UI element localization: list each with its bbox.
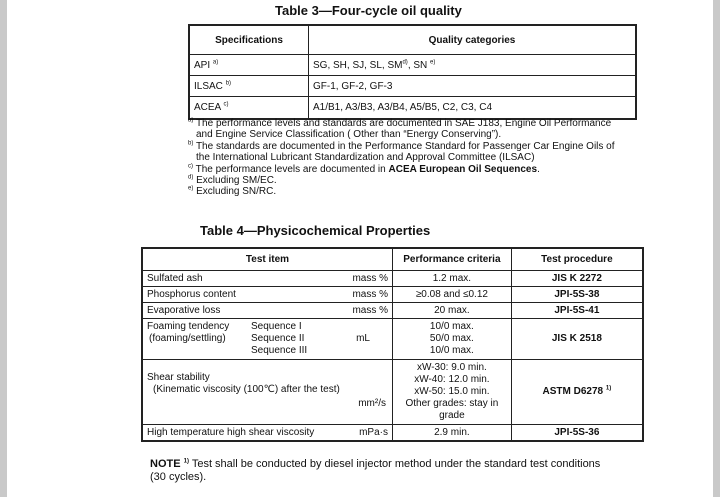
note-line-2: (30 cycles). <box>150 471 207 483</box>
table-row <box>142 287 643 303</box>
criteria-line: 50/0 max. <box>429 333 474 344</box>
footnote-b-cont: the International Lubricant Standardization and Approval Committee (ILSAC) <box>196 152 535 164</box>
criteria-line: xW-40: 12.0 min. <box>414 374 490 385</box>
quality-cell <box>309 55 637 76</box>
spec-label: ILSAC <box>194 80 223 92</box>
foaming-label-1: Foaming tendency <box>147 321 230 332</box>
note-line-1 <box>150 458 650 471</box>
footnote-text: . <box>537 163 540 175</box>
spec-cell <box>189 76 309 97</box>
table4 <box>141 247 644 442</box>
test-item-label: Evaporative loss <box>147 304 221 316</box>
table4-header-test-item: Test item <box>142 248 393 271</box>
quality-text: SG, SH, SJ, SL, SM <box>313 59 403 71</box>
table-row <box>142 360 643 425</box>
footnote-text: The performance levels and standards are documented in SAE J183, Engine Oil Performance <box>195 118 612 129</box>
footnote-c <box>188 164 648 175</box>
footnote-mark: e) <box>188 186 194 193</box>
criteria-cell <box>393 319 512 360</box>
footnote-mark: c) <box>188 163 193 170</box>
procedure-cell: JPI-5S-36 <box>511 425 643 442</box>
table-row <box>189 55 636 76</box>
sequence-1: Sequence I <box>251 321 302 332</box>
quality-cell: GF-1, GF-2, GF-3 <box>309 76 637 97</box>
table3 <box>188 24 637 120</box>
test-item-cell <box>142 360 393 425</box>
sequence-3: Sequence III <box>251 345 308 356</box>
spec-cell <box>189 97 309 120</box>
footnote-bold-text: ACEA European Oil Sequences <box>388 163 538 175</box>
table-row <box>142 425 643 442</box>
table3-header-specifications: Specifications <box>189 25 309 55</box>
procedure-cell: JPI-5S-41 <box>511 303 643 319</box>
criteria-line: grade <box>439 410 465 421</box>
table3-title: Table 3—Four-cycle oil quality <box>275 3 462 18</box>
unit-label: mPa·s <box>359 426 388 438</box>
footnote-b <box>188 141 648 152</box>
quality-text: , SN <box>407 59 428 71</box>
table-row <box>142 303 643 319</box>
shear-label-2: (Kinematic viscosity (100℃) after the test) <box>153 384 340 395</box>
criteria-line: 10/0 max. <box>429 345 474 356</box>
procedure-cell <box>511 360 643 425</box>
procedure-cell: JIS K 2272 <box>511 271 643 287</box>
spec-cell <box>189 55 309 76</box>
criteria-line: xW-30: 9.0 min. <box>416 362 487 373</box>
table3-header-quality: Quality categories <box>309 25 637 55</box>
criteria-cell: 2.9 min. <box>393 425 512 442</box>
unit-label: mass % <box>352 288 388 300</box>
foaming-label-2: (foaming/settling) <box>149 333 226 344</box>
note-label: NOTE <box>150 458 181 470</box>
unit-label: mL <box>356 333 370 344</box>
test-item-cell <box>142 319 393 360</box>
footnotes <box>188 118 648 198</box>
test-item-cell <box>142 287 393 303</box>
table4-header-criteria: Performance criteria <box>393 248 512 271</box>
criteria-cell: ≥0.08 and ≤0.12 <box>393 287 512 303</box>
table-row <box>189 97 636 120</box>
table-row <box>189 76 636 97</box>
footnote-mark: c) <box>223 101 229 108</box>
test-item-cell <box>142 271 393 287</box>
footnote-mark: d) <box>402 59 408 66</box>
footnote-text: The standards are documented in the Performance Standard for Passenger Car Engine Oils of <box>195 140 615 152</box>
footnote-text: Excluding SM/EC. <box>196 175 277 187</box>
footnote-mark: d) <box>188 174 194 181</box>
criteria-line: Other grades: stay in <box>405 398 499 409</box>
footnote-mark: 1) <box>183 458 189 465</box>
footnote-a-cont: and Engine Service Classification ( Other than “Energy Conserving”). <box>196 129 502 141</box>
test-item-label: High temperature high shear viscosity <box>147 426 315 438</box>
procedure-text: ASTM D6278 <box>542 386 604 397</box>
test-item-cell <box>142 303 393 319</box>
criteria-cell: 20 max. <box>393 303 512 319</box>
table-note <box>150 458 650 484</box>
shear-label-1: Shear stability <box>147 372 210 383</box>
unit-label: mm²/s <box>358 398 386 409</box>
note-text: Test shall be conducted by diesel injector method under the standard test conditions <box>188 458 601 470</box>
criteria-line: xW-50: 15.0 min. <box>414 386 490 397</box>
footnote-mark: a) <box>188 117 194 124</box>
criteria-cell: 1.2 max. <box>393 271 512 287</box>
footnote-text: The performance levels are documented in <box>195 163 389 175</box>
quality-cell: A1/B1, A3/B3, A3/B4, A5/B5, C2, C3, C4 <box>309 97 637 120</box>
table4-title: Table 4—Physicochemical Properties <box>200 223 431 238</box>
footnote-mark: e) <box>430 59 436 66</box>
procedure-cell: JIS K 2518 <box>511 319 643 360</box>
criteria-line: 10/0 max. <box>429 321 474 332</box>
footnote-d <box>188 175 648 186</box>
spec-label: API <box>194 59 211 71</box>
sequence-2: Sequence II <box>251 333 305 344</box>
footnote-mark: a) <box>212 59 219 66</box>
unit-label: mass % <box>352 272 388 284</box>
test-item-label: Phosphorus content <box>147 288 236 300</box>
spec-label: ACEA <box>194 102 221 113</box>
footnote-a <box>188 118 648 129</box>
table-row <box>142 319 643 360</box>
unit-label: mass % <box>352 304 388 316</box>
footnote-e <box>188 186 648 197</box>
document-page <box>7 0 713 497</box>
table4-header-procedure: Test procedure <box>511 248 643 271</box>
footnote-mark: b) <box>188 140 194 147</box>
table-row <box>142 271 643 287</box>
footnote-mark: b) <box>225 80 232 87</box>
criteria-cell <box>393 360 512 425</box>
procedure-cell: JPI-5S-38 <box>511 287 643 303</box>
test-item-label: Sulfated ash <box>147 272 203 284</box>
test-item-cell <box>142 425 393 442</box>
footnote-mark: 1) <box>605 385 612 392</box>
footnote-text: Excluding SN/RC. <box>196 186 277 198</box>
